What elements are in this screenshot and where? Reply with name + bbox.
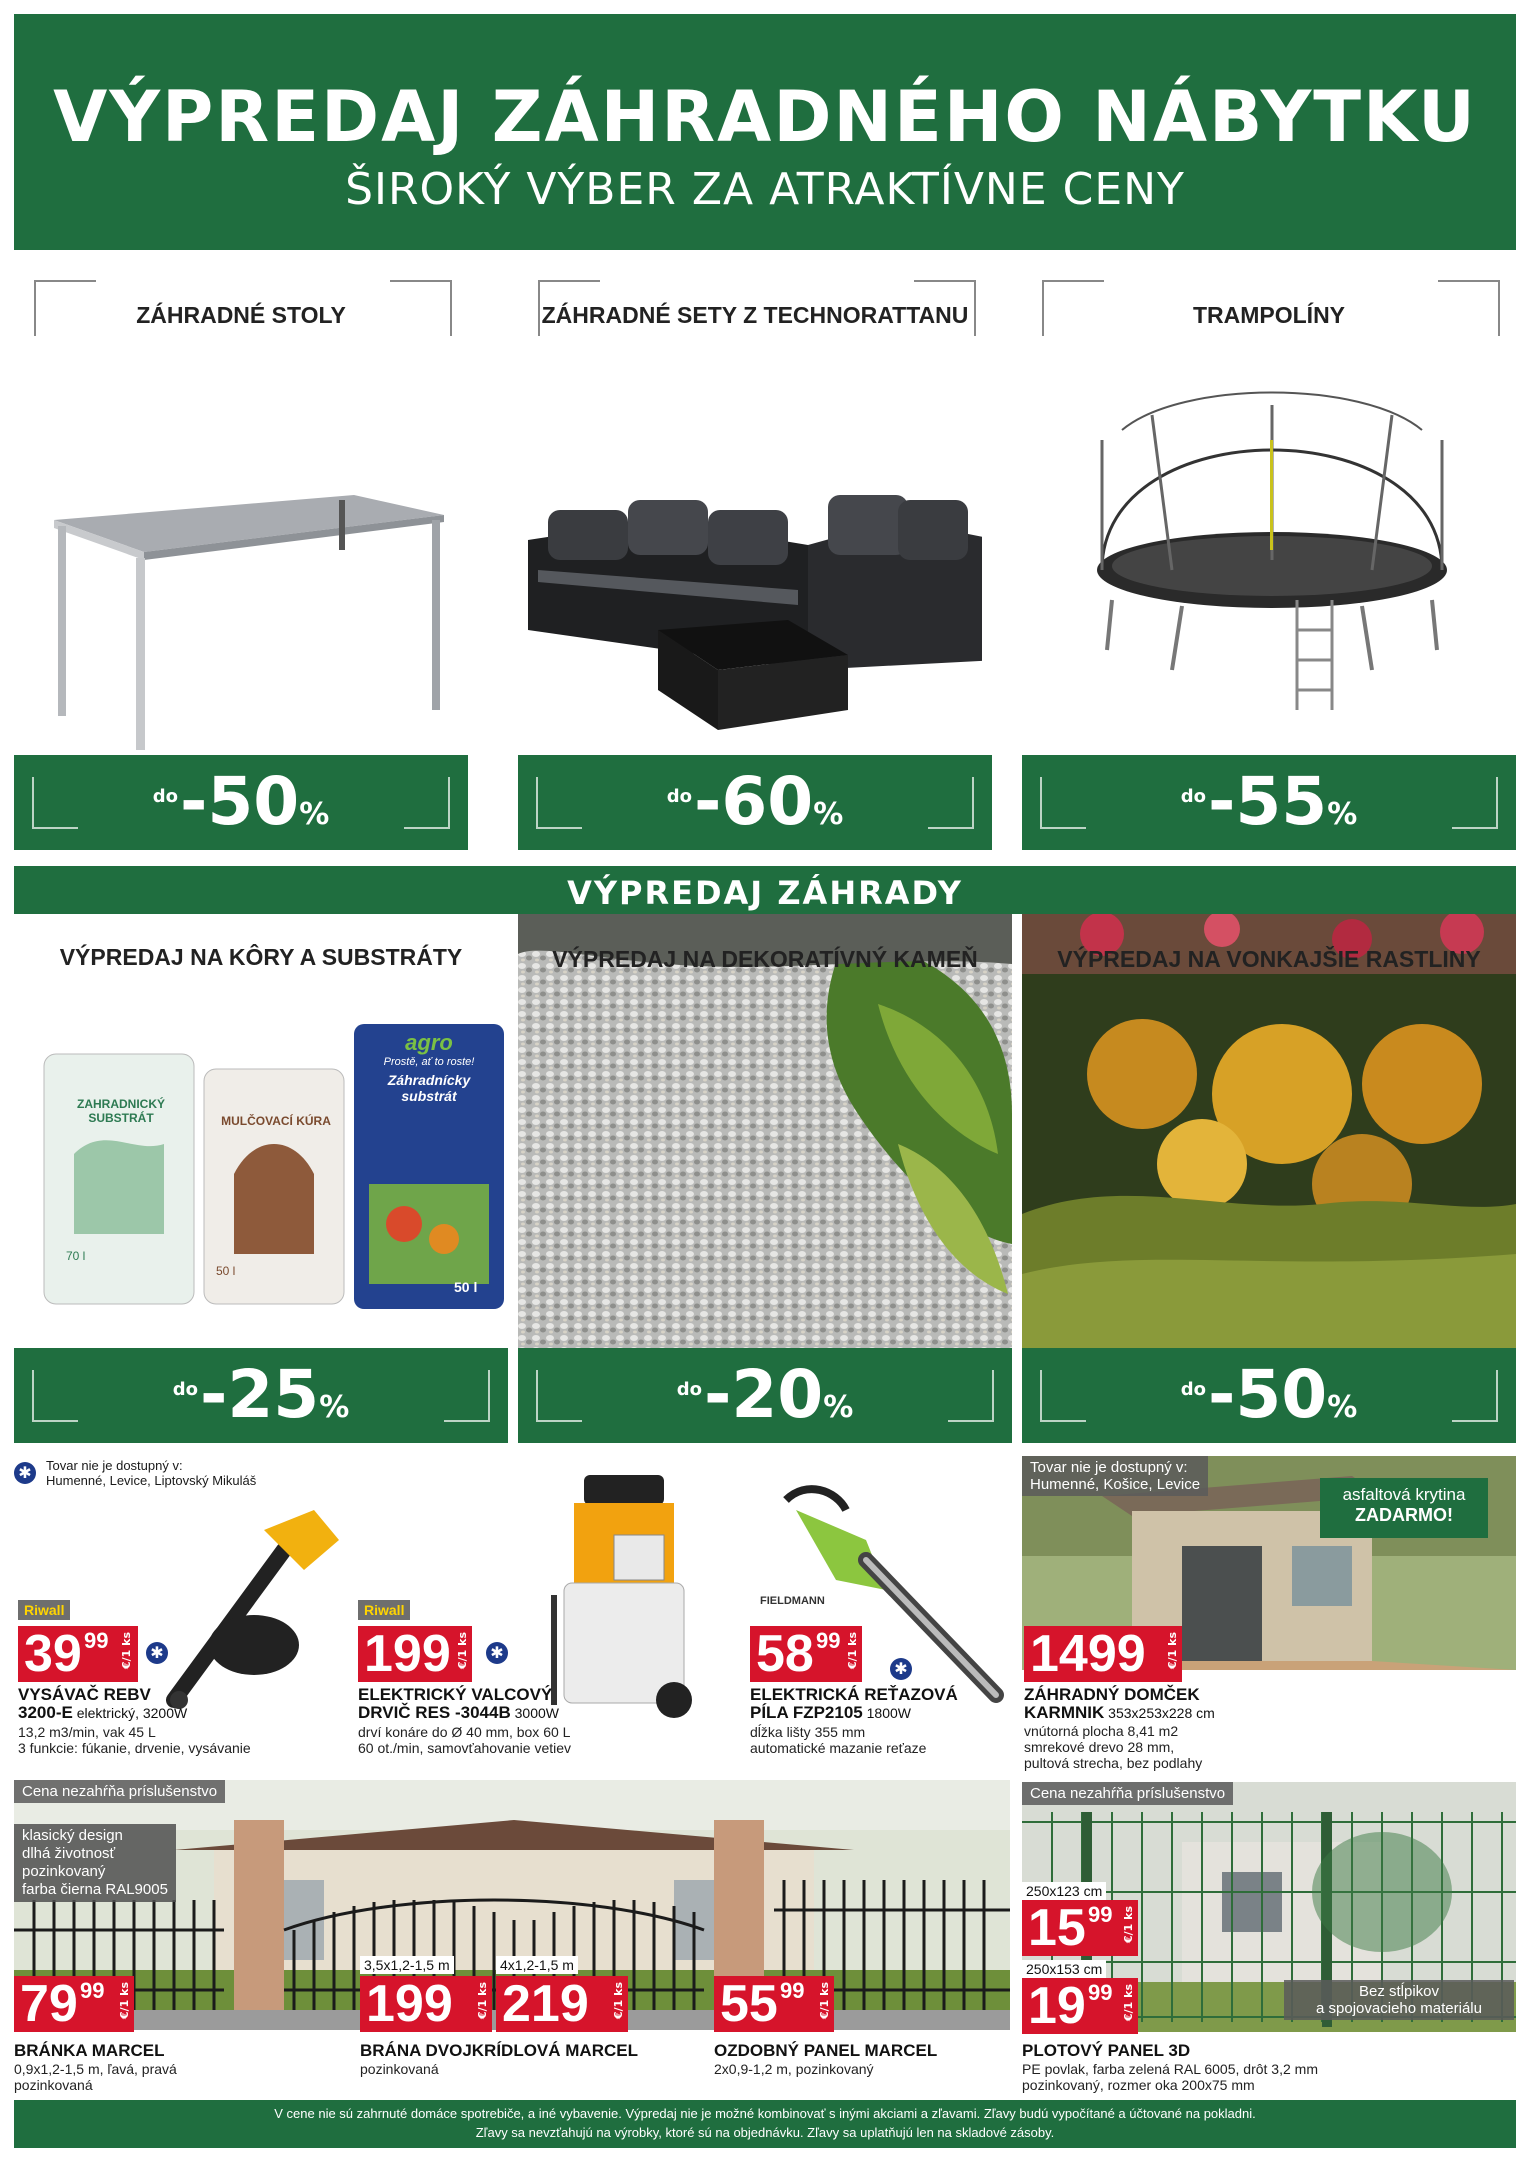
price-unit: €/1 ks [846,1632,859,1670]
product-garden-house[interactable] [1022,1456,1516,1776]
price-tag [1024,1626,1182,1682]
disclaimer-line: V cene nie sú zahrnuté domáce spotrebiče, a iné vybavenie. Výpredaj nie je možné kombinovať s inými akciami a zľavami. Zľavy budú vypočítané a účtované na pokladni. [274,2106,1256,2121]
category-bark-substrate[interactable] [14,914,508,1438]
category-label: ZÁHRADNÉ SETY Z TECHNORATTANU [541,302,969,328]
price-unit: €/1 ks [818,1982,831,2020]
availability-star-icon: ✱ [14,1462,36,1484]
price-unit: €/1 ks [120,1632,133,1670]
header-banner [14,14,1516,250]
price-whole: 199 [366,1975,453,2033]
free-roofing-badge: asfaltová krytina ZADARMO! [1320,1478,1488,1538]
price-tag [750,1626,862,1682]
product-name: OZDOBNÝ PANEL MARCEL [714,2041,938,2060]
discount-banner [14,1348,508,1443]
price-tag-double-gate-4 [496,1976,628,2032]
category-tables[interactable] [14,280,468,850]
page-title: VÝPREDAJ ZÁHRADNÉHO NÁBYTKU [53,76,1477,158]
discount-sign: % [813,797,844,832]
category-label: VÝPREDAJ NA KÔRY A SUBSTRÁTY [59,944,463,970]
bag-volume: 50 l [454,1279,478,1295]
price-whole: 55 [720,1975,778,2033]
bag-label-bark-mulch: MULČOVACÍ KÚRA [221,1114,331,1128]
leaf-blower-image [164,1500,344,1715]
garden-table-image [24,370,458,750]
outdoor-plants-photo [1022,914,1516,1348]
price-tag-fence-153 [1022,1978,1138,2034]
product-name: PLOTOVÝ PANEL 3D [1022,2041,1191,2060]
no-posts-note: Bez stĺpikov a spojovacieho materiálu [1284,1980,1514,2020]
dimension-tag: 250x123 cm [1022,1882,1106,1900]
category-rattan-sets[interactable] [518,280,992,850]
dimension-tag: 3,5x1,2-1,5 m [360,1956,454,1974]
price-cents: 99 [1088,1980,1113,2005]
bag-label-agro: agro Prostě, ať to roste! Záhradnícky substrát [383,1030,475,1104]
shredder-image [544,1475,709,1720]
brand-logo: Riwall [18,1600,70,1620]
product-name: BRÁNKA MARCEL [14,2041,165,2060]
availability-star-icon: ✱ [146,1642,168,1664]
product-description: vnútorná plocha 8,41 m2 smrekové drevo 28 mm, pultová strecha, bez podlahy [1024,1723,1203,1771]
category-label: VÝPREDAJ NA DEKORATÍVNÝ KAMEŇ [552,946,978,972]
availability-star-icon: ✱ [486,1642,508,1664]
discount-prefix: do [676,1379,702,1400]
price-cents: 99 [1088,1902,1113,1927]
price-whole: 199 [364,1625,451,1683]
discount-prefix: do [1180,786,1206,807]
discount-value: -50 [1207,1356,1328,1433]
price-unit: €/1 ks [476,1982,489,2020]
price-unit: €/1 ks [612,1982,625,2020]
discount-banner [1022,1348,1516,1443]
product-name: ELEKTRICKÁ REŤAZOVÁ PÍLA FZP2105 1800W [750,1685,958,1722]
price-unit: €/1 ks [456,1632,469,1670]
price-whole: 219 [502,1975,589,2033]
price-unit: €/1 ks [1166,1632,1179,1670]
price-cents: 99 [780,1978,805,2003]
bag-label-garden-substrate: ZAHRADNICKÝ SUBSTRÁT [77,1097,165,1125]
price-whole: 19 [1028,1977,1086,2035]
price-unit: €/1 ks [1122,1984,1135,2022]
product-chainsaw[interactable] [746,1470,1016,1770]
discount-value: -55 [1207,763,1328,840]
page-subtitle: ŠIROKÝ VÝBER ZA ATRAKTÍVNE CENY [345,164,1185,215]
price-unit: €/1 ks [118,1982,131,2020]
product-description: dĺžka lišty 355 mm automatické mazanie reťaze [750,1724,927,1756]
price-cents: 99 [84,1628,109,1653]
fence-panel-section [1022,1782,1516,2100]
product-name: BRÁNA DVOJKRÍDLOVÁ MARCEL [360,2041,638,2060]
price-cents: 99 [80,1978,105,2003]
brand-logo: FIELDMANN [760,1595,825,1607]
discount-sign: % [299,797,330,832]
disclaimer-line: Zľavy sa nevzťahujú na výrobky, ktoré sú na objednávku. Zľavy sa uplatňujú len na skladové zásoby. [475,2125,1055,2140]
dimension-tag: 250x153 cm [1022,1960,1106,1978]
bag-volume: 70 l [66,1249,86,1263]
product-name: VYSÁVAČ REBV 3200-E elektrický, 3200W [18,1685,188,1722]
product-description: drví konáre do Ø 40 mm, box 60 L 60 ot./min, samovťahovanie vetiev [358,1724,572,1756]
price-unit: €/1 ks [1122,1906,1135,1944]
availability-note: Tovar nie je dostupný v: Humenné, Levice, Liptovský Mikuláš [46,1458,257,1488]
price-whole: 79 [20,1975,78,2033]
discount-banner [14,755,468,850]
trampoline-image [1032,370,1506,750]
category-label: TRAMPOLÍNY [1192,302,1346,328]
product-description: PE povlak, farba zelená RAL 6005, drôt 3,2 mm pozinkovaný, rozmer oka 200x75 mm [1022,2061,1318,2093]
price-tag-panel-marcel [714,1976,834,2032]
discount-banner [518,1348,1012,1443]
gates-section [14,1780,1010,2100]
category-decorative-stone[interactable] [518,914,1012,1438]
discount-prefix: do [152,786,178,807]
product-description: 2x0,9-1,2 m, pozinkovaný [714,2061,874,2077]
price-tag-gate-marcel [14,1976,134,2032]
decorative-stone-photo [518,914,1012,1348]
dimension-tag: 4x1,2-1,5 m [496,1956,578,1974]
accessories-note: Cena nezahŕňa príslušenstvo [14,1780,225,1803]
price-whole: 15 [1028,1899,1086,1957]
availability-star-icon: ✱ [890,1658,912,1680]
footer-disclaimer [14,2100,1516,2148]
gate-features: klasický design dlhá životnosť pozinkovaný farba čierna RAL9005 [14,1824,176,1902]
discount-sign: % [823,1390,854,1425]
product-shredder[interactable] [354,1470,714,1770]
accessories-note: Cena nezahŕňa príslušenstvo [1022,1782,1233,1805]
garden-sale-title: VÝPREDAJ ZÁHRADY [567,874,963,912]
price-tag [358,1626,472,1682]
bag-volume: 50 l [216,1264,236,1278]
discount-value: -20 [703,1356,824,1433]
product-name: ELEKTRICKÝ VALCOVÝ DRVIČ RES -3044B 3000W [358,1685,559,1722]
product-description: 13,2 m3/min, vak 45 L 3 funkcie: fúkanie, drvenie, vysávanie [18,1724,251,1756]
price-whole: 1499 [1030,1625,1146,1683]
discount-sign: % [1327,1390,1358,1425]
price-whole: 58 [756,1625,814,1683]
discount-sign: % [1327,797,1358,832]
price-tag-double-gate-35 [360,1976,492,2032]
discount-value: -60 [693,763,814,840]
category-label: VÝPREDAJ NA VONKAJŠIE RASTLINY [1057,946,1481,972]
product-leaf-blower[interactable] [14,1490,344,1770]
discount-prefix: do [666,786,692,807]
product-description: 0,9x1,2-1,5 m, ľavá, pravá pozinkovaná [14,2061,177,2093]
price-tag [18,1626,138,1682]
price-whole: 39 [24,1625,82,1683]
discount-value: -50 [179,763,300,840]
price-cents: 99 [816,1628,841,1653]
discount-sign: % [319,1390,350,1425]
availability-note: Tovar nie je dostupný v: Humenné, Košice, Levice [1022,1456,1208,1496]
discount-prefix: do [1180,1379,1206,1400]
product-description: pozinkovaná [360,2061,439,2077]
discount-banner [518,755,992,850]
discount-prefix: do [172,1379,198,1400]
product-name: ZÁHRADNÝ DOMČEK KARMNIK 353x253x228 cm [1024,1685,1215,1722]
rattan-sofa-set-image [528,370,982,750]
category-outdoor-plants[interactable] [1022,914,1516,1438]
price-tag-fence-123 [1022,1900,1138,1956]
category-label: ZÁHRADNÉ STOLY [136,302,346,328]
brand-logo: Riwall [358,1600,410,1620]
category-trampolines[interactable] [1022,280,1516,850]
discount-banner [1022,755,1516,850]
discount-value: -25 [199,1356,320,1433]
garden-sale-heading [14,866,1516,914]
